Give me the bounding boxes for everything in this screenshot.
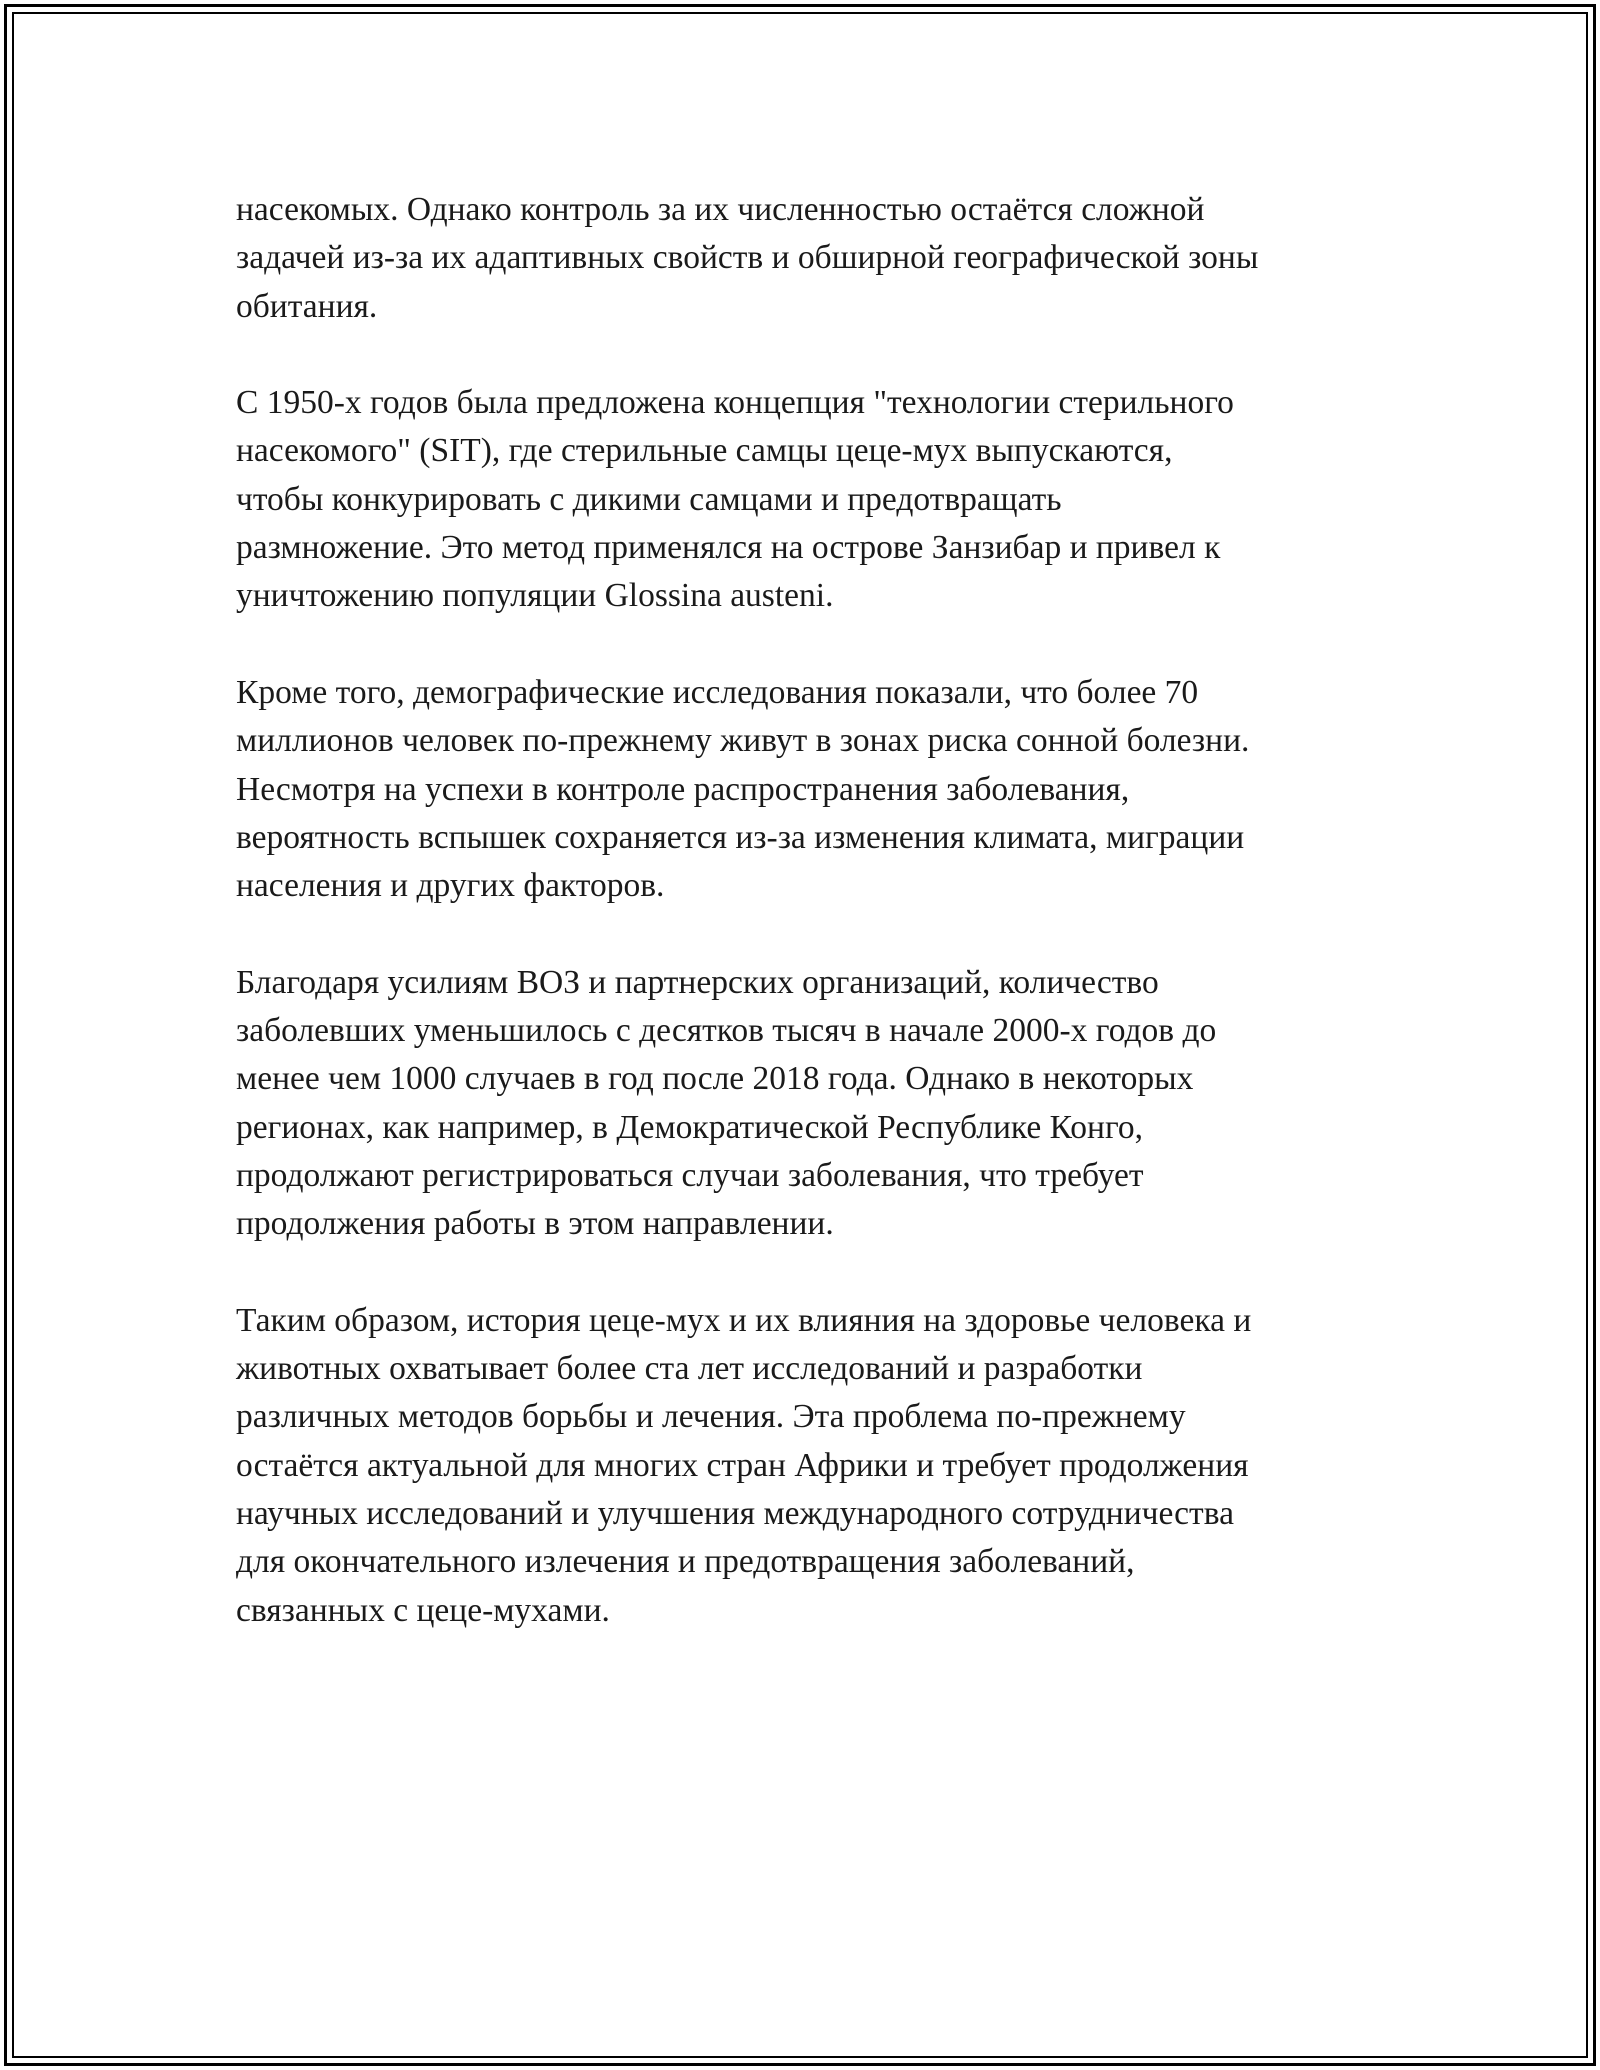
text-line: миллионов человек по-прежнему живут в зонах риска сонной болезни. [236,722,1250,760]
text-line: продолжения работы в этом направлении. [236,1205,834,1243]
text-line: населения и других факторов. [236,867,665,905]
text-line: животных охватывает более ста лет исследований и разработки [236,1350,1143,1388]
text-line: Таким образом, история цеце-мух и их влияния на здоровье человека и [236,1301,1252,1339]
paragraph-1 [236,186,1386,331]
text-line: различных методов борьбы и лечения. Эта проблема по-прежнему [236,1398,1186,1436]
paragraph-2 [236,379,1386,620]
text-line: Благодаря усилиям ВОЗ и партнерских организаций, количество [236,963,1159,1001]
text-line: С 1950-х годов была предложена концепция "технологии стерильного [236,384,1234,422]
text-line: регионах, как например, в Демократической Республике Конго, [236,1108,1143,1146]
text-line: для окончательного излечения и предотвращения заболеваний, [236,1543,1135,1581]
text-line: насекомых. Однако контроль за их численностью остаётся сложной [236,191,1205,228]
text-line: продолжают регистрироваться случаи заболевания, что требует [236,1156,1144,1194]
text-line: связанных с цеце-мухами. [236,1591,610,1629]
text-line: задачей из-за их адаптивных свойств и обширной географической зоны [236,239,1259,277]
text-line: Кроме того, демографические исследования показали, что более 70 [236,673,1199,711]
text-line: размножение. Это метод применялся на острове Занзибар и привел к [236,529,1221,567]
text-line: обитания. [236,287,378,325]
text-line: заболевших уменьшилось с десятков тысяч в начале 2000-х годов до [236,1012,1217,1050]
paragraph-5 [236,1297,1386,1635]
text-line: менее чем 1000 случаев в год после 2018 года. Однако в некоторых [236,1060,1194,1098]
text-line: уничтожению популяции Glossina austeni. [236,577,834,615]
document-body [236,186,1386,1683]
paragraph-3 [236,669,1386,910]
text-line: остаётся актуальной для многих стран Африки и требует продолжения [236,1446,1249,1484]
text-line: Несмотря на успехи в контроле распространения заболевания, [236,770,1130,808]
text-line: насекомого" (SIT), где стерильные самцы цеце-мух выпускаются, [236,432,1173,470]
text-line: научных исследований и улучшения международного сотрудничества [236,1495,1234,1533]
text-line: чтобы конкурировать с дикими самцами и предотвращать [236,480,1062,518]
text-line: вероятность вспышек сохраняется из-за изменения климата, миграции [236,818,1245,856]
paragraph-4 [236,959,1386,1249]
